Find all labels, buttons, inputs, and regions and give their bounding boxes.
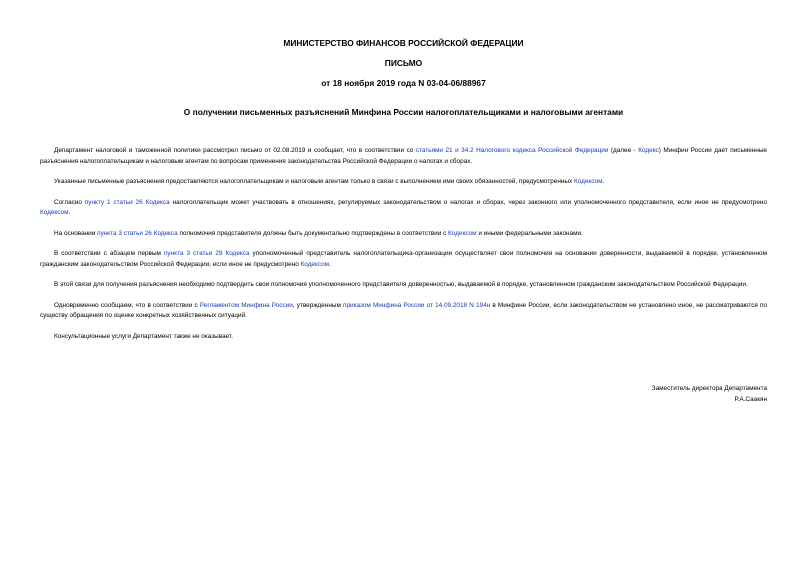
signatory-name: Р.А.Саакян bbox=[734, 396, 767, 403]
document-subject: О получении письменных разъяснений Минфина России налогоплательщиками и налоговыми агентами bbox=[183, 107, 624, 117]
paragraph-text: Согласно bbox=[54, 198, 85, 206]
paragraph-text: В этой связи для получения разъяснения необходимо подтвердить свои полномочия уполномоченного представителя доверенностью, выдаваемой в порядке, установленном гражданским законодательством Российской Федерации. bbox=[54, 281, 748, 288]
paragraph-text: . bbox=[68, 209, 71, 216]
paragraph-text: . bbox=[329, 260, 331, 268]
document-body bbox=[40, 146, 767, 352]
paragraph-text: . bbox=[602, 178, 605, 185]
paragraph-2 bbox=[40, 177, 767, 188]
link-code[interactable]: Кодексом bbox=[448, 229, 477, 237]
paragraph-text: Указанные письменные разъяснения предоставляются налогоплательщикам и налоговым агентам только в связи с выполнением ими своих обязанностей, предусмотренных bbox=[54, 178, 574, 185]
link-article-29-point-3[interactable]: пункта 3 статьи 29 Кодекса bbox=[163, 250, 250, 257]
paragraph-text: , утвержденным bbox=[292, 301, 343, 309]
ministry-heading: МИНИСТЕРСТВО ФИНАНСОВ РОССИЙСКОЙ ФЕДЕРАЦИИ bbox=[283, 38, 524, 48]
paragraph-text: Консультационные услуги Департамент также не оказывает. bbox=[54, 332, 233, 340]
paragraph-4 bbox=[40, 229, 767, 240]
link-article-26-point-1[interactable]: пункту 1 статьи 26 Кодекса bbox=[84, 198, 170, 206]
paragraph-1 bbox=[40, 146, 767, 167]
paragraph-text: налогоплательщик может участвовать в отношениях, регулируемых законодательством о налогах и сборах, через законного или уполномоченного представителя, если иное не предусмотрено bbox=[169, 198, 768, 206]
document-type: ПИСЬМО bbox=[384, 58, 423, 68]
link-regulations[interactable]: Регламентом Минфина России bbox=[199, 301, 293, 309]
paragraph-3 bbox=[40, 198, 767, 219]
paragraph-text: и иными федеральными законами. bbox=[476, 229, 583, 237]
paragraph-text: полномочия представителя должны быть документально подтверждены в соответствии с bbox=[177, 229, 449, 237]
paragraph-5 bbox=[40, 249, 767, 270]
link-code[interactable]: Кодексом bbox=[300, 260, 330, 268]
paragraph-text: Одновременно сообщаем, что в соответствии с bbox=[54, 301, 200, 309]
link-article-26-point-3[interactable]: пункта 3 статьи 26 Кодекса bbox=[97, 229, 178, 237]
paragraph-text: На основании bbox=[54, 229, 98, 237]
paragraph-text: в Минфине России, если законодательством не установлено иное, не рассматриваются по существу обращения по оценке конкретных хозяйственных ситуаций. bbox=[40, 301, 768, 319]
paragraph-8 bbox=[40, 332, 767, 343]
paragraph-text: (далее - bbox=[608, 147, 639, 154]
link-code[interactable]: Кодексом bbox=[573, 178, 603, 185]
link-articles-21-34-2[interactable]: статьями 21 и 34.2 Налогового кодекса Российской Федерации bbox=[415, 147, 609, 154]
paragraph-text: Департамент налоговой и таможенной политики рассмотрел письмо от 02.08.2019 и сообщает, что в соответствии со bbox=[54, 147, 416, 154]
document-date-number: от 18 ноября 2019 года N 03-04-06/88967 bbox=[321, 78, 486, 88]
link-code[interactable]: Кодекс bbox=[638, 147, 659, 154]
signature-block bbox=[652, 383, 767, 405]
link-order-194n[interactable]: приказом Минфина России от 14.09.2018 N 194н bbox=[343, 301, 491, 309]
paragraph-7 bbox=[40, 301, 767, 322]
paragraph-text: ) Минфин России дает письменные разъяснения налогоплательщикам и налоговым агентам по вопросам применения законодательства Российской Федерации о налогах и сборах. bbox=[40, 147, 767, 165]
paragraph-6 bbox=[40, 280, 767, 291]
link-code[interactable]: Кодексом bbox=[40, 209, 69, 216]
signatory-position: Заместитель директора Департамента bbox=[651, 385, 767, 392]
paragraph-text: уполномоченный представитель налогоплательщика-организации осуществляет свои полномочия на основании доверенности, выдаваемой в порядке, установленном гражданским законодательством Российской Федерации, если иное не предусмотрено bbox=[40, 250, 767, 268]
paragraph-text: В соответствии с абзацем первым bbox=[54, 250, 164, 257]
